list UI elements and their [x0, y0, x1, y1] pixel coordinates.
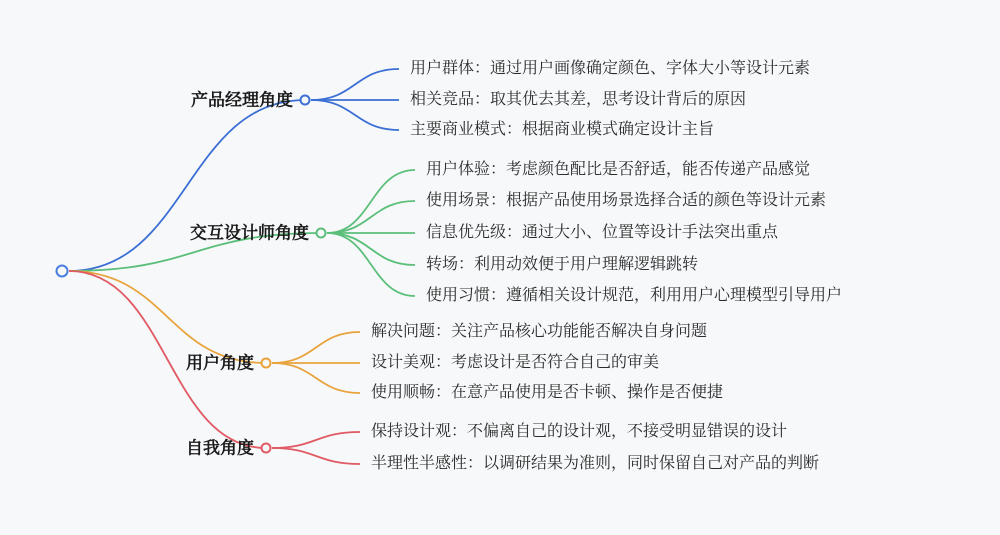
- leaf-node-label[interactable]: 相关竞品：取其优去其差，思考设计背后的原因: [410, 91, 747, 108]
- branch-node-dot[interactable]: [261, 358, 272, 369]
- leaf-node-label[interactable]: 保持设计观：不偏离自己的设计观，不接受明显错误的设计: [371, 423, 788, 440]
- leaf-node-label[interactable]: 转场：利用动效便于用户理解逻辑跳转: [426, 256, 699, 273]
- branch-node-dot[interactable]: [300, 95, 311, 106]
- branch-node-label[interactable]: 自我角度: [186, 438, 254, 458]
- leaf-node-label[interactable]: 解决问题：关注产品核心功能能否解决自身问题: [371, 323, 708, 340]
- leaf-node-label[interactable]: 使用顺畅：在意产品使用是否卡顿、操作是否便捷: [371, 384, 724, 401]
- leaf-node-label[interactable]: 用户体验：考虑颜色配比是否舒适，能否传递产品感觉: [426, 161, 811, 178]
- leaf-node-label[interactable]: 设计美观：考虑设计是否符合自己的审美: [371, 354, 660, 371]
- root-node-dot[interactable]: [56, 265, 69, 278]
- branch-node-dot[interactable]: [316, 228, 327, 239]
- leaf-node-label[interactable]: 使用场景：根据产品使用场景选择合适的颜色等设计元素: [426, 192, 827, 209]
- branch-node-label[interactable]: 用户角度: [186, 353, 254, 373]
- leaf-node-label[interactable]: 主要商业模式：根据商业模式确定设计主旨: [410, 121, 715, 138]
- branch-node-label[interactable]: 产品经理角度: [191, 90, 293, 110]
- leaf-node-label[interactable]: 信息优先级：通过大小、位置等设计手法突出重点: [426, 224, 779, 241]
- leaf-node-label[interactable]: 使用习惯：遵循相关设计规范，利用用户心理模型引导用户: [426, 287, 843, 304]
- branch-node-dot[interactable]: [261, 443, 272, 454]
- branch-node-label[interactable]: 交互设计师角度: [190, 223, 309, 243]
- leaf-node-label[interactable]: 用户群体：通过用户画像确定颜色、字体大小等设计元素: [410, 60, 811, 77]
- leaf-node-label[interactable]: 半理性半感性：以调研结果为准则，同时保留自己对产品的判断: [371, 455, 820, 472]
